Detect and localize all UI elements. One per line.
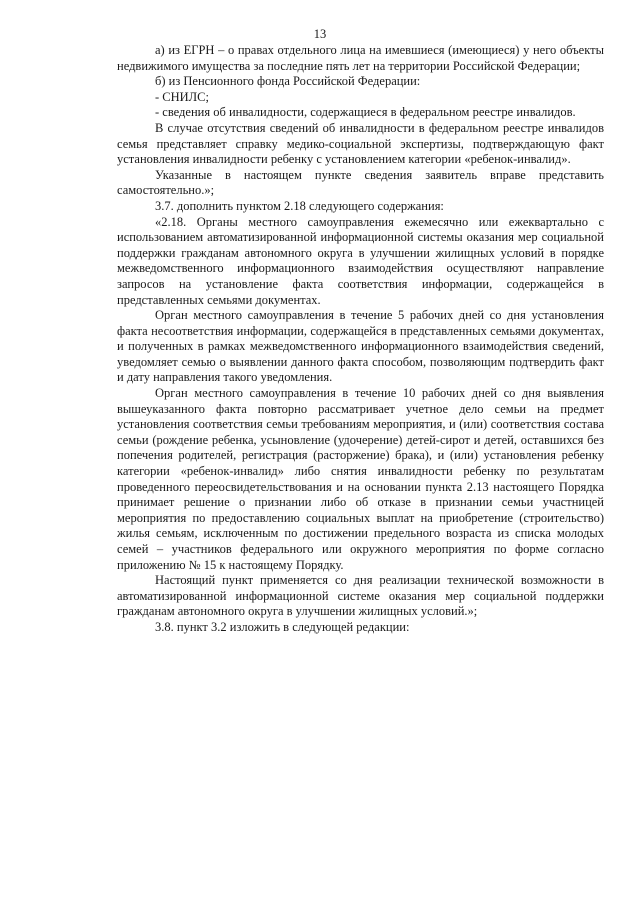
paragraph-notification: Орган местного самоуправления в течение 5 рабочих дней со дня установления факта несоответствия информации, содержащейся в представленных семьями документах, и полученных в рамках межведомственного информационного взаимодействия сведений, уведомляет семью о выявлении данного факта способом, позволяющим подтвердить факт и дату направления такого уведомления. [117, 308, 604, 385]
paragraph-disability-info: - сведения об инвалидности, содержащиеся в федеральном реестре инвалидов. [155, 105, 576, 120]
paragraph-egrn: а) из ЕГРН – о правах отдельного лица на имевшиеся (имеющиеся) у него объекты недвижимого имущества за последние пять лет на территории Российской Федерации; [117, 43, 604, 73]
paragraph-snils: - СНИЛС; [155, 89, 209, 104]
paragraph-clause-2-18: «2.18. Органы местного самоуправления ежемесячно или ежеквартально с использованием автоматизированной информационной системы оказания мер социальной поддержки гражданам автономного округа в улучшении жилищных условий в порядке межведомственного информационного взаимодействия осуществляют направление запросов на установление факта соответствия информации, содержащейся в представленных семьями документах. [117, 214, 604, 307]
paragraph-disability-absence: В случае отсутствия сведений об инвалидности в федеральном реестре инвалидов семья представляет справку медико-социальной экспертизы, подтверждающую факт установления инвалидности ребенку с установлением категории «ребенок-инвалид». [117, 120, 604, 167]
page-number: 13 [313, 27, 327, 41]
paragraph-applicability: Настоящий пункт применяется со дня реализации технической возможности в автоматизированной информационной системе оказания мер социальной поддержки гражданам автономного округа в улучшении жилищных условий.»; [117, 573, 604, 619]
paragraph-pension-fund: б) из Пенсионного фонда Российской Федерации: [155, 74, 421, 89]
document-body [117, 43, 604, 636]
paragraph-review: Орган местного самоуправления в течение 10 рабочих дней со дня выявления вышеуказанного факта повторно рассматривает учетное дело семьи на предмет установления соответствия семьи требованиям мероприятия, и (или) соответствия состава семьи (рождение ребенка, усыновление (удочерение) детей-сирот и детей, оставшихся без попечения родителей, регистрация (расторжение) брака), и (или) установления ребенку категории «ребенок-инвалид» либо снятия инвалидности ребенку по результатам проведенного переосвидетельствования и на основании пункта 2.13 настоящего Порядка принимает решение о признании либо об отказе в признании семьи участницей мероприятия по предоставлению социальных выплат на приобретение (строительство) жилья семьям, исключенным по достижении предельного возраста из списка молодых семей – участников федерального или окружного мероприятия по форме согласно приложению № 15 к настоящему Порядку. [117, 386, 604, 572]
paragraph-applicant-right: Указанные в настоящем пункте сведения заявитель вправе представить самостоятельно.»; [117, 167, 604, 198]
paragraph-amend-3-7: 3.7. дополнить пунктом 2.18 следующего содержания: [155, 198, 444, 213]
paragraph-amend-3-8: 3.8. пункт 3.2 изложить в следующей редакции: [155, 619, 410, 634]
